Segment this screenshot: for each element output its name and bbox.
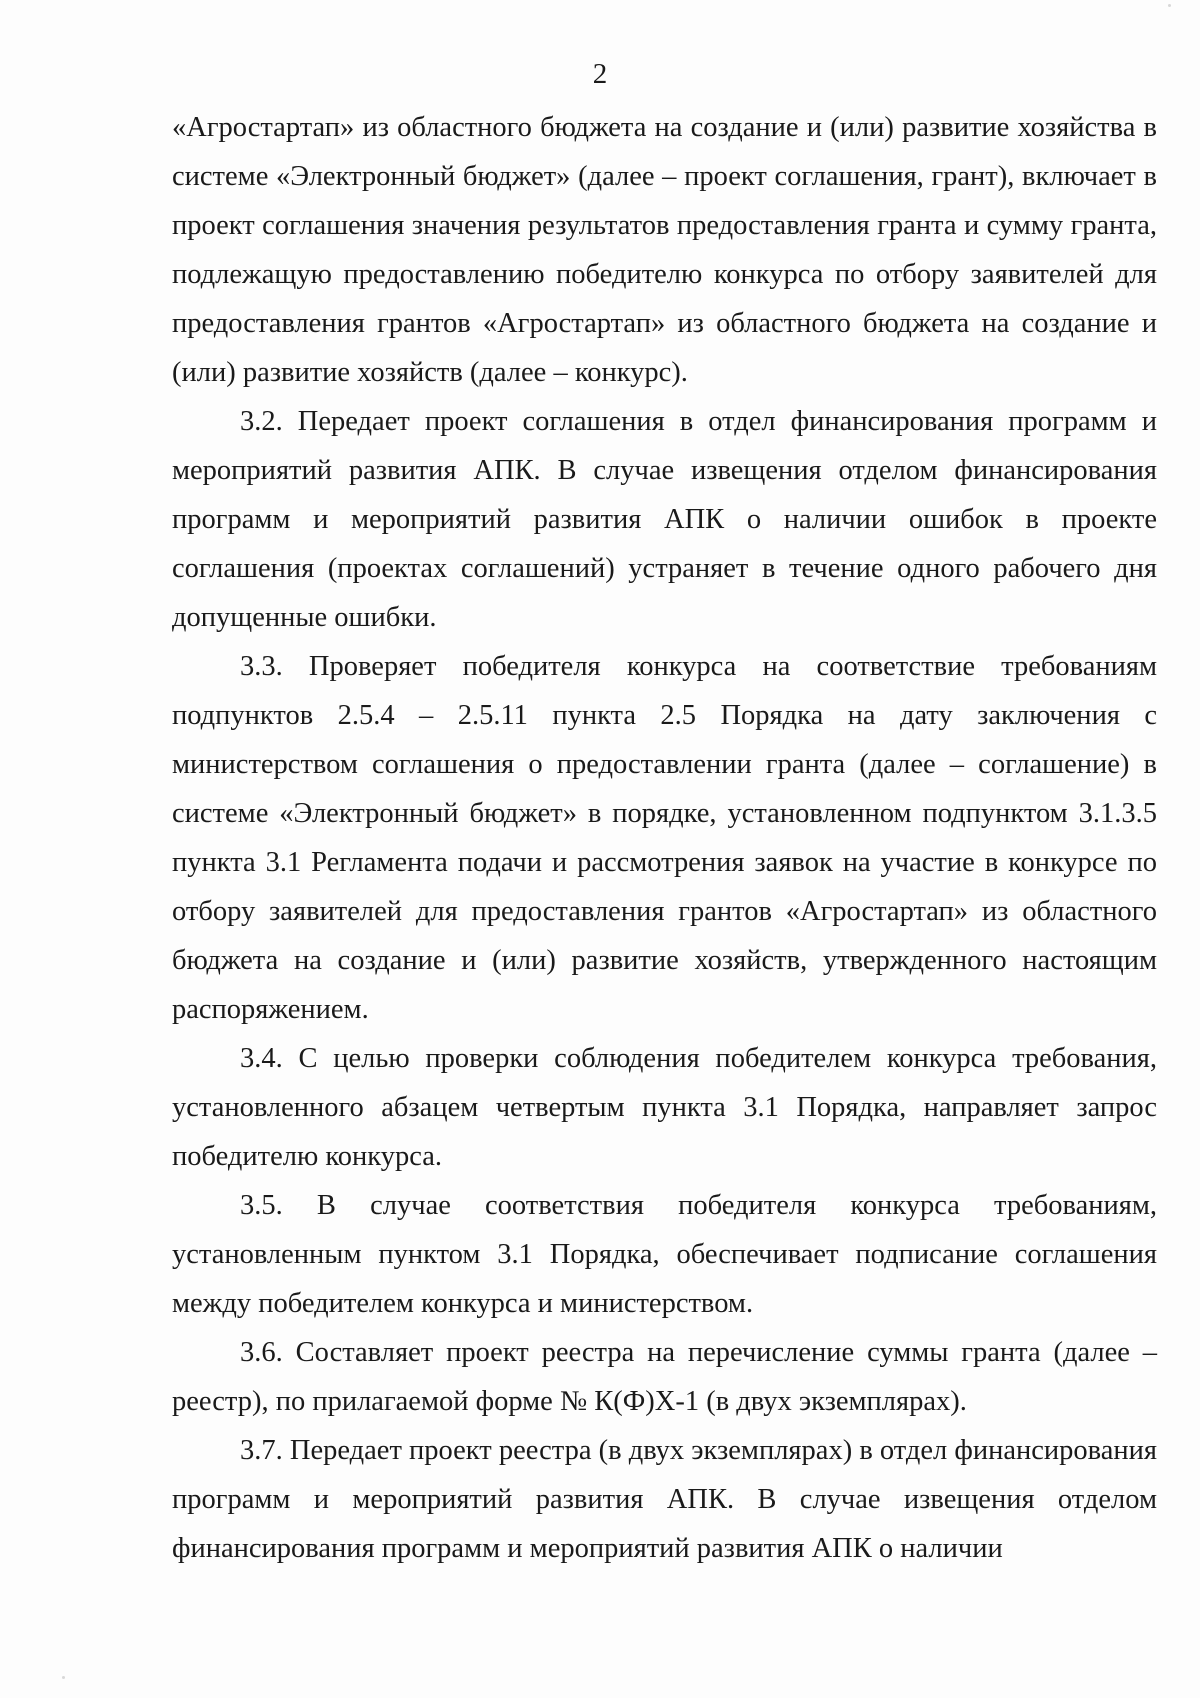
document-body <box>172 103 1157 1573</box>
scan-speck <box>1168 4 1171 7</box>
page-number: 2 <box>592 58 608 90</box>
paragraph-3-6: 3.6. Составляет проект реестра на перечисление суммы гранта (далее – реестр), по прилагаемой форме № К(Ф)Х-1 (в двух экземплярах). <box>172 1337 1157 1417</box>
paragraph-3-4: 3.4. С целью проверки соблюдения победителем конкурса требования, установленного абзацем четвертым пункта 3.1 Порядка, направляет запрос победителю конкурса. <box>172 1043 1157 1172</box>
paragraph-3-2: 3.2. Передает проект соглашения в отдел финансирования программ и мероприятий развития АПК. В случае извещения отделом финансирования программ и мероприятий развития АПК о наличии ошибок в проекте соглашения (проектах соглашений) устраняет в течение одного рабочего дня допущенные ошибки. <box>172 406 1157 633</box>
scan-speck <box>62 1676 65 1679</box>
paragraph-continuation: «Агростартап» из областного бюджета на создание и (или) развитие хозяйства в системе «Электронный бюджет» (далее – проект соглашения, грант), включает в проект соглашения значения результатов предоставления гранта и сумму гранта, подлежащую предоставлению победителю конкурса по отбору заявителей для предоставления грантов «Агростартап» из областного бюджета на создание и (или) развитие хозяйств (далее – конкурс). <box>172 112 1157 388</box>
paragraph-3-5: 3.5. В случае соответствия победителя конкурса требованиям, установленным пунктом 3.1 Порядка, обеспечивает подписание соглашения между победителем конкурса и министерством. <box>172 1190 1157 1319</box>
paragraph-3-3: 3.3. Проверяет победителя конкурса на соответствие требованиям подпунктов 2.5.4 – 2.5.11 пункта 2.5 Порядка на дату заключения с министерством соглашения о предоставлении гранта (далее – соглашение) в системе «Электронный бюджет» в порядке, установленном подпунктом 3.1.3.5 пункта 3.1 Регламента подачи и рассмотрения заявок на участие в конкурсе по отбору заявителей для предоставления грантов «Агростартап» из областного бюджета на создание и (или) развитие хозяйств, утвержденного настоящим распоряжением. <box>172 651 1157 1025</box>
paragraph-3-7: 3.7. Передает проект реестра (в двух экземплярах) в отдел финансирования программ и мероприятий развития АПК. В случае извещения отделом финансирования программ и мероприятий развития АПК о наличии <box>172 1435 1157 1564</box>
